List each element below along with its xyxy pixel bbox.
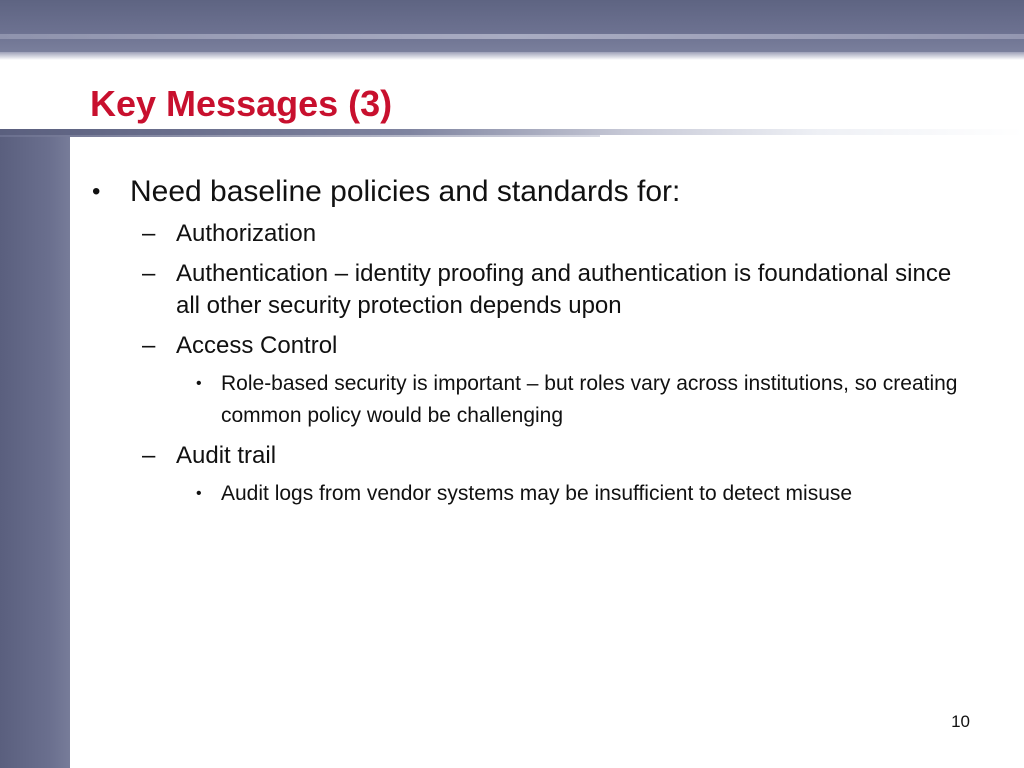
top-banner bbox=[0, 0, 1024, 52]
slide-title: Key Messages (3) bbox=[90, 83, 393, 124]
dash-marker: – bbox=[142, 220, 156, 247]
bullet-list bbox=[92, 172, 972, 518]
top-banner-stripe bbox=[0, 34, 1024, 39]
dash-marker: – bbox=[142, 260, 156, 287]
bullet-item-level3 bbox=[92, 478, 972, 510]
bullet-text: Need baseline policies and standards for: bbox=[130, 175, 681, 208]
title-underline-thin bbox=[0, 135, 600, 137]
bullet-text: Audit trail bbox=[176, 442, 277, 469]
dash-marker: – bbox=[142, 332, 156, 359]
bullet-item-level3 bbox=[92, 368, 972, 432]
bullet-marker: • bbox=[196, 485, 202, 502]
top-banner-shadow bbox=[0, 52, 1024, 60]
bullet-text: Role-based security is important – but roles vary across institutions, so creating common policy would be challenging bbox=[221, 372, 958, 427]
bullet-item-level1 bbox=[92, 172, 972, 212]
bullet-text: Audit logs from vendor systems may be insufficient to detect misuse bbox=[221, 482, 853, 505]
bullet-item-level2 bbox=[92, 330, 972, 362]
dash-marker: – bbox=[142, 442, 156, 469]
page-number: 10 bbox=[951, 712, 970, 731]
bullet-item-level2 bbox=[92, 218, 972, 250]
bullet-marker: • bbox=[196, 375, 202, 392]
bullet-text: Authorization bbox=[176, 220, 317, 247]
bullet-item-level2 bbox=[92, 440, 972, 472]
bullet-text: Authentication – identity proofing and authentication is foundational since all other security protection depends upon bbox=[176, 260, 952, 319]
bullet-text: Access Control bbox=[176, 332, 338, 359]
left-sidebar-band bbox=[0, 136, 70, 768]
bullet-item-level2 bbox=[92, 258, 972, 322]
bullet-marker: • bbox=[92, 178, 101, 205]
